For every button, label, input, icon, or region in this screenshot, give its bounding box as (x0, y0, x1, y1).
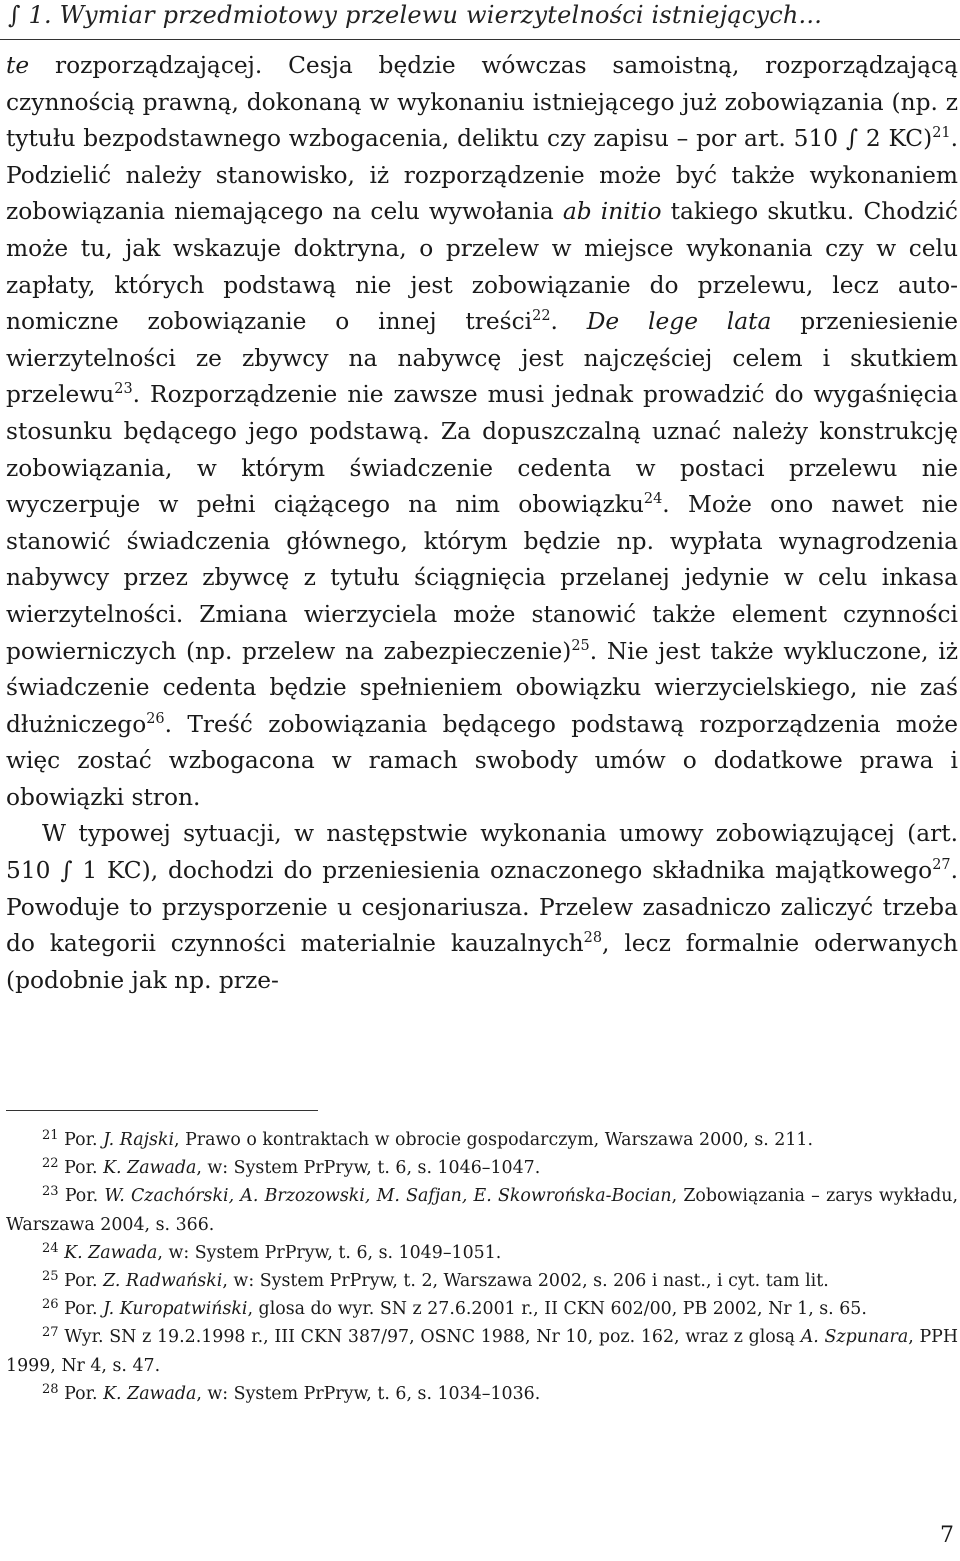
text-segment: . Rozporządzenie nie zawsze musi jednak prowadzić do wygaśnięcia stosunku będącego jego podstawą. Za dopuszczalną uznać należy konstrukcję zobowiązania, w którym świadczenie cedenta w postaci przelewu nie wyczerpuje w pełni ciążącego na nim obowiązku (6, 381, 958, 519)
text-segment: ab initio (562, 198, 662, 226)
footnote-post: , w: System PrPryw, t. 6, s. 1049–1051. (157, 1242, 502, 1263)
footnote-ref: 27 (932, 857, 951, 874)
footnote-author: J. Kuropatwiński (103, 1299, 248, 1320)
footnote-ref: 26 (146, 710, 165, 727)
footnote (6, 1380, 958, 1408)
footnote-number: 25 (42, 1269, 59, 1285)
footnote-pre: Por. (64, 1186, 105, 1207)
footnote-ref: 25 (571, 637, 590, 654)
footnote (6, 1295, 958, 1323)
footnotes (6, 1126, 958, 1408)
footnote-rule (6, 1110, 318, 1111)
footnote-pre: Por. (64, 1158, 104, 1179)
running-head: ∫ 1. Wymiar przedmiotowy przelewu wierzytelności istniejących... (8, 1, 823, 29)
footnote (6, 1182, 958, 1238)
footnote-pre: Por. (64, 1299, 104, 1320)
footnote-number: 26 (42, 1297, 59, 1313)
text-segment: De lege lata (586, 308, 772, 336)
text-segment: , lecz formalnie oderwanych (podobnie jak np. prze- (6, 930, 958, 994)
text-segment: . Nie jest także wykluczone, iż świadczenie cedenta będzie spełnieniem obowiązku wierzycielskiego, nie zaś dłużniczego (6, 637, 958, 738)
footnote-post: , PPH 1999, Nr 4, s. 47. (6, 1327, 959, 1376)
footnote-number: 27 (42, 1325, 59, 1341)
footnote-author: K. Zawada (103, 1158, 197, 1179)
text-segment: . Podzielić należy stanowisko, iż rozporządzenie może być także wykonaniem zobowiązania niemającego na celu wywołania (6, 125, 958, 226)
paragraph-1 (6, 48, 958, 816)
footnote (6, 1239, 958, 1267)
footnote (6, 1154, 958, 1182)
body-text (6, 48, 958, 999)
text-segment: przeniesienie wierzytelności ze zbywcy na nabywcę jest najczęściej celem i skutkiem przelewu (6, 308, 959, 409)
footnote-ref: 24 (643, 491, 663, 508)
footnote (6, 1267, 958, 1295)
footnote-pre: Por. (64, 1271, 104, 1292)
text-segment: takiego skutku. Chodzić może tu, jak wskazuje doktryna, o przelew w miejsce wykonania czy w celu zapłaty, których podstawą nie jest zobowiązanie do przelewu, lecz autonomiczne zobowiązanie o innej treści (6, 198, 958, 336)
text-segment: te (6, 52, 30, 79)
footnote-post: , Zobowiązania – zarys wykładu, Warszawa 2004, s. 366. (6, 1186, 958, 1235)
page-number: 7 (940, 1523, 954, 1548)
text-segment: . Powoduje to przysporzenie u cesjonariusza. Przelew zasadniczo zaliczyć trzeba do kategorii czynności materialnie kauzalnych (6, 857, 958, 958)
text-segment: . Może ono nawet nie stanowić świadczenia głównego, którym będzie np. wypłata wynagrodzenia nabywcy przez zbywcę z tytułu ściągnięcia przelanej jedynie w celu inkasa wierzytelności. Zmiana wierzyciela może stanowić także element czynności powierniczych (np. przelew na zabezpieczenie) (6, 491, 958, 665)
footnote-post: , w: System PrPryw, t. 6, s. 1046–1047. (196, 1158, 541, 1179)
paragraph-2 (6, 816, 958, 999)
footnote-pre: Por. (64, 1383, 104, 1404)
footnote-pre: Por. (64, 1130, 104, 1150)
footnote-number: 28 (42, 1381, 59, 1397)
footnote-author: A. Szpunara (800, 1327, 909, 1348)
footnote-ref: 23 (114, 381, 133, 398)
footnote-author: Z. Radwański (103, 1271, 223, 1292)
footnote-ref: 28 (583, 930, 603, 947)
footnote-ref: 22 (532, 308, 551, 325)
footnote-ref: 21 (932, 125, 951, 142)
header-rule (0, 39, 960, 40)
footnote-post: , Prawo o kontraktach w obrocie gospodarczym, Warszawa 2000, s. 211. (174, 1130, 814, 1150)
footnote (6, 1323, 958, 1379)
footnote-pre: Wyr. SN z 19.2.1998 r., III CKN 387/97, OSNC 1988, Nr 10, poz. 162, wraz z glosą (64, 1327, 801, 1348)
text-segment: W typowej sytuacji, w następstwie wykonania umowy zobowiązującej (art. 510 ∫ 1 KC), dochodzi do przeniesienia oznaczonego składnika majątkowego (6, 820, 958, 885)
footnote-post: , glosa do wyr. SN z 27.6.2001 r., II CKN 602/00, PB 2002, Nr 1, s. 65. (247, 1299, 867, 1320)
footnote-post: , w: System PrPryw, t. 2, Warszawa 2002, s. 206 i nast., i cyt. tam lit. (222, 1271, 829, 1292)
footnote-author: W. Czachórski, A. Brzozowski, M. Safjan, E. Skowrońska-Bocian (104, 1186, 672, 1207)
footnote-author: J. Rajski (103, 1130, 175, 1150)
footnote-number: 24 (42, 1240, 59, 1256)
footnote-post: , w: System PrPryw, t. 6, s. 1034–1036. (196, 1383, 541, 1404)
text-segment: . Treść zobowiązania będącego podstawą rozporządzenia może więc zostać wzbogacona w ramach swobody umów o dodatkowe prawa i obowiązki stron. (6, 710, 958, 811)
footnote-author: K. Zawada (64, 1242, 158, 1263)
footnote-author: K. Zawada (103, 1383, 197, 1404)
text-segment: rozporządzającej. Cesja będzie wówczas samoistną, rozporządzającą czynnością prawną, dokonaną w wykonaniu istniejącego już zobowiązania (np. z tytułu bezpodstawnego wzbogacenia, deliktu czy zapisu – por art. 510 ∫ 2 KC) (6, 52, 958, 153)
footnote (6, 1126, 958, 1154)
text-segment: . (550, 308, 587, 336)
footnote-number: 22 (42, 1156, 59, 1172)
footnote-number: 21 (42, 1128, 59, 1144)
footnote-number: 23 (42, 1184, 59, 1200)
